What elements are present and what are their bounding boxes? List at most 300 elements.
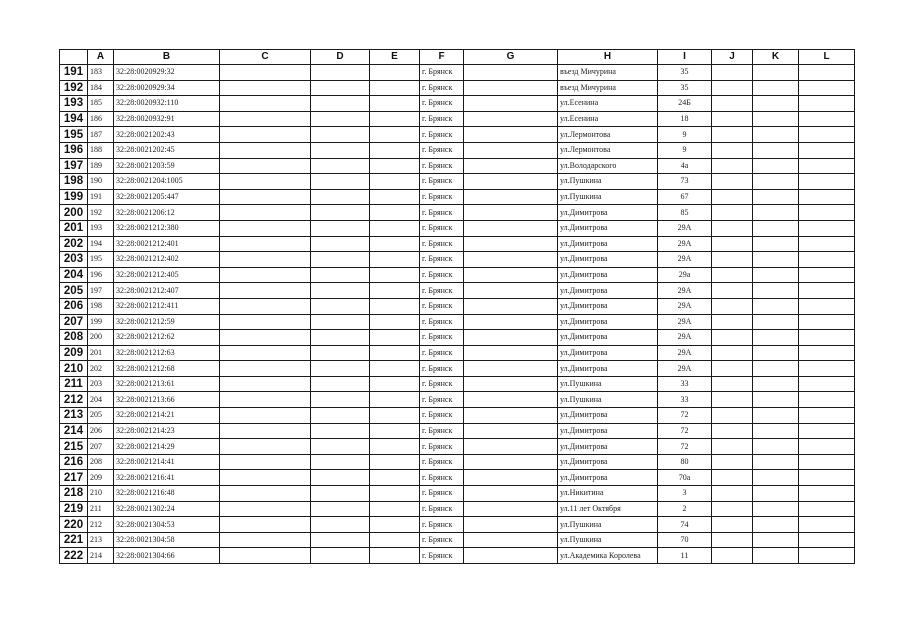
row-number[interactable]: 198 [60,174,88,190]
cell-g[interactable] [464,80,558,96]
cell-c[interactable] [220,314,311,330]
cell-l[interactable] [799,142,855,158]
cell-g[interactable] [464,439,558,455]
cell-j[interactable] [712,345,753,361]
cell-h[interactable]: ул.Димитрова [558,439,658,455]
cell-b[interactable]: 32:28:0021213:66 [114,392,220,408]
cell-d[interactable] [311,298,370,314]
cell-l[interactable] [799,111,855,127]
cell-d[interactable] [311,252,370,268]
cell-i[interactable]: 29а [658,267,712,283]
cell-a[interactable]: 195 [88,252,114,268]
cell-e[interactable] [370,345,420,361]
cell-f[interactable]: г. Брянск [420,376,464,392]
cell-b[interactable]: 32:28:0021212:380 [114,220,220,236]
cell-b[interactable]: 32:28:0021212:68 [114,361,220,377]
cell-e[interactable] [370,361,420,377]
cell-b[interactable]: 32:28:0021216:41 [114,470,220,486]
cell-b[interactable]: 32:28:0021214:21 [114,408,220,424]
cell-l[interactable] [799,517,855,533]
cell-d[interactable] [311,174,370,190]
cell-e[interactable] [370,532,420,548]
cell-d[interactable] [311,127,370,143]
cell-c[interactable] [220,158,311,174]
cell-c[interactable] [220,423,311,439]
cell-c[interactable] [220,252,311,268]
cell-e[interactable] [370,376,420,392]
cell-k[interactable] [753,392,799,408]
cell-h[interactable]: ул.Димитрова [558,267,658,283]
cell-a[interactable]: 203 [88,376,114,392]
cell-a[interactable]: 202 [88,361,114,377]
corner-cell[interactable] [60,50,88,65]
cell-h[interactable]: ул.Володарского [558,158,658,174]
cell-j[interactable] [712,65,753,81]
cell-j[interactable] [712,142,753,158]
cell-a[interactable]: 210 [88,486,114,502]
cell-k[interactable] [753,408,799,424]
cell-l[interactable] [799,205,855,221]
cell-e[interactable] [370,408,420,424]
cell-k[interactable] [753,439,799,455]
cell-g[interactable] [464,501,558,517]
column-header-c[interactable]: C [220,50,311,65]
cell-h[interactable]: ул.Лермонтова [558,127,658,143]
row-number[interactable]: 192 [60,80,88,96]
cell-e[interactable] [370,298,420,314]
cell-h[interactable]: ул.Димитрова [558,330,658,346]
cell-h[interactable]: ул.Пушкина [558,532,658,548]
cell-k[interactable] [753,423,799,439]
cell-f[interactable]: г. Брянск [420,423,464,439]
cell-f[interactable]: г. Брянск [420,65,464,81]
cell-g[interactable] [464,470,558,486]
row-number[interactable]: 211 [60,376,88,392]
cell-b[interactable]: 32:28:0021213:61 [114,376,220,392]
cell-i[interactable]: 29А [658,361,712,377]
cell-k[interactable] [753,486,799,502]
row-number[interactable]: 221 [60,532,88,548]
cell-e[interactable] [370,158,420,174]
cell-a[interactable]: 213 [88,532,114,548]
cell-b[interactable]: 32:28:0021212:59 [114,314,220,330]
cell-i[interactable]: 24Б [658,96,712,112]
cell-k[interactable] [753,345,799,361]
cell-f[interactable]: г. Брянск [420,80,464,96]
cell-c[interactable] [220,486,311,502]
cell-a[interactable]: 190 [88,174,114,190]
cell-i[interactable]: 85 [658,205,712,221]
cell-i[interactable]: 72 [658,408,712,424]
cell-e[interactable] [370,142,420,158]
cell-e[interactable] [370,392,420,408]
cell-l[interactable] [799,174,855,190]
cell-f[interactable]: г. Брянск [420,142,464,158]
cell-a[interactable]: 189 [88,158,114,174]
cell-b[interactable]: 32:28:0021203:59 [114,158,220,174]
column-header-d[interactable]: D [311,50,370,65]
cell-j[interactable] [712,439,753,455]
cell-e[interactable] [370,205,420,221]
cell-f[interactable]: г. Брянск [420,408,464,424]
cell-h[interactable]: ул.11 лет Октября [558,501,658,517]
cell-l[interactable] [799,283,855,299]
row-number[interactable]: 209 [60,345,88,361]
cell-f[interactable]: г. Брянск [420,470,464,486]
cell-b[interactable]: 32:28:0021204:1005 [114,174,220,190]
cell-j[interactable] [712,314,753,330]
column-header-i[interactable]: I [658,50,712,65]
cell-j[interactable] [712,174,753,190]
cell-f[interactable]: г. Брянск [420,345,464,361]
cell-c[interactable] [220,80,311,96]
cell-k[interactable] [753,158,799,174]
cell-g[interactable] [464,517,558,533]
cell-f[interactable]: г. Брянск [420,392,464,408]
cell-b[interactable]: 32:28:0021206:12 [114,205,220,221]
cell-e[interactable] [370,220,420,236]
cell-d[interactable] [311,501,370,517]
cell-k[interactable] [753,252,799,268]
cell-e[interactable] [370,439,420,455]
cell-g[interactable] [464,267,558,283]
cell-c[interactable] [220,298,311,314]
cell-c[interactable] [220,470,311,486]
cell-c[interactable] [220,65,311,81]
cell-i[interactable]: 74 [658,517,712,533]
cell-j[interactable] [712,470,753,486]
cell-i[interactable]: 72 [658,423,712,439]
cell-c[interactable] [220,142,311,158]
cell-g[interactable] [464,314,558,330]
cell-l[interactable] [799,236,855,252]
cell-b[interactable]: 32:28:0021214:23 [114,423,220,439]
cell-b[interactable]: 32:28:0021212:405 [114,267,220,283]
cell-h[interactable]: ул.Никитина [558,486,658,502]
row-number[interactable]: 205 [60,283,88,299]
cell-k[interactable] [753,111,799,127]
cell-g[interactable] [464,298,558,314]
row-number[interactable]: 214 [60,423,88,439]
column-header-f[interactable]: F [420,50,464,65]
cell-j[interactable] [712,423,753,439]
cell-j[interactable] [712,486,753,502]
cell-e[interactable] [370,189,420,205]
cell-k[interactable] [753,454,799,470]
cell-i[interactable]: 33 [658,392,712,408]
cell-h[interactable]: ул.Димитрова [558,236,658,252]
cell-d[interactable] [311,314,370,330]
cell-b[interactable]: 32:28:0021216:48 [114,486,220,502]
cell-f[interactable]: г. Брянск [420,127,464,143]
cell-d[interactable] [311,486,370,502]
cell-g[interactable] [464,486,558,502]
cell-j[interactable] [712,80,753,96]
cell-b[interactable]: 32:28:0020932:110 [114,96,220,112]
cell-g[interactable] [464,174,558,190]
cell-b[interactable]: 32:28:0021202:45 [114,142,220,158]
cell-g[interactable] [464,408,558,424]
cell-a[interactable]: 183 [88,65,114,81]
cell-d[interactable] [311,345,370,361]
row-number[interactable]: 199 [60,189,88,205]
cell-i[interactable]: 3 [658,486,712,502]
cell-a[interactable]: 191 [88,189,114,205]
cell-d[interactable] [311,423,370,439]
row-number[interactable]: 196 [60,142,88,158]
cell-f[interactable]: г. Брянск [420,96,464,112]
cell-a[interactable]: 207 [88,439,114,455]
cell-c[interactable] [220,408,311,424]
cell-i[interactable]: 67 [658,189,712,205]
cell-i[interactable]: 70а [658,470,712,486]
cell-h[interactable]: ул.Пушкина [558,517,658,533]
cell-g[interactable] [464,283,558,299]
cell-k[interactable] [753,314,799,330]
cell-d[interactable] [311,454,370,470]
cell-c[interactable] [220,330,311,346]
row-number[interactable]: 220 [60,517,88,533]
cell-a[interactable]: 193 [88,220,114,236]
cell-g[interactable] [464,361,558,377]
cell-e[interactable] [370,314,420,330]
cell-c[interactable] [220,174,311,190]
cell-k[interactable] [753,236,799,252]
cell-g[interactable] [464,454,558,470]
cell-l[interactable] [799,127,855,143]
cell-g[interactable] [464,142,558,158]
cell-a[interactable]: 184 [88,80,114,96]
cell-d[interactable] [311,330,370,346]
cell-h[interactable]: ул.Димитрова [558,408,658,424]
row-number[interactable]: 222 [60,548,88,564]
cell-g[interactable] [464,548,558,564]
cell-a[interactable]: 196 [88,267,114,283]
cell-d[interactable] [311,283,370,299]
cell-f[interactable]: г. Брянск [420,548,464,564]
cell-e[interactable] [370,548,420,564]
cell-i[interactable]: 11 [658,548,712,564]
cell-k[interactable] [753,532,799,548]
cell-i[interactable]: 35 [658,80,712,96]
cell-f[interactable]: г. Брянск [420,454,464,470]
cell-a[interactable]: 205 [88,408,114,424]
cell-c[interactable] [220,548,311,564]
cell-h[interactable]: ул.Пушкина [558,189,658,205]
cell-b[interactable]: 32:28:0020932:91 [114,111,220,127]
cell-j[interactable] [712,532,753,548]
cell-l[interactable] [799,314,855,330]
cell-c[interactable] [220,392,311,408]
cell-e[interactable] [370,454,420,470]
cell-f[interactable]: г. Брянск [420,501,464,517]
cell-f[interactable]: г. Брянск [420,205,464,221]
cell-i[interactable]: 9 [658,142,712,158]
row-number[interactable]: 193 [60,96,88,112]
cell-c[interactable] [220,205,311,221]
cell-j[interactable] [712,501,753,517]
cell-j[interactable] [712,236,753,252]
row-number[interactable]: 216 [60,454,88,470]
cell-j[interactable] [712,408,753,424]
cell-j[interactable] [712,548,753,564]
cell-l[interactable] [799,454,855,470]
row-number[interactable]: 215 [60,439,88,455]
cell-l[interactable] [799,501,855,517]
cell-e[interactable] [370,330,420,346]
cell-e[interactable] [370,80,420,96]
row-number[interactable]: 212 [60,392,88,408]
cell-i[interactable]: 29А [658,345,712,361]
cell-g[interactable] [464,236,558,252]
cell-b[interactable]: 32:28:0020929:34 [114,80,220,96]
cell-g[interactable] [464,392,558,408]
column-header-h[interactable]: H [558,50,658,65]
cell-e[interactable] [370,501,420,517]
cell-l[interactable] [799,486,855,502]
cell-g[interactable] [464,189,558,205]
cell-f[interactable]: г. Брянск [420,252,464,268]
row-number[interactable]: 219 [60,501,88,517]
cell-h[interactable]: ул.Димитрова [558,220,658,236]
cell-f[interactable]: г. Брянск [420,330,464,346]
cell-i[interactable]: 29А [658,330,712,346]
cell-k[interactable] [753,517,799,533]
cell-l[interactable] [799,532,855,548]
cell-c[interactable] [220,189,311,205]
cell-j[interactable] [712,298,753,314]
cell-l[interactable] [799,470,855,486]
cell-d[interactable] [311,236,370,252]
cell-d[interactable] [311,158,370,174]
cell-h[interactable]: ул.Димитрова [558,283,658,299]
cell-d[interactable] [311,142,370,158]
cell-k[interactable] [753,376,799,392]
cell-c[interactable] [220,454,311,470]
cell-d[interactable] [311,517,370,533]
cell-k[interactable] [753,96,799,112]
cell-k[interactable] [753,298,799,314]
cell-l[interactable] [799,65,855,81]
row-number[interactable]: 195 [60,127,88,143]
cell-d[interactable] [311,220,370,236]
cell-g[interactable] [464,65,558,81]
cell-a[interactable]: 209 [88,470,114,486]
cell-j[interactable] [712,111,753,127]
cell-k[interactable] [753,65,799,81]
cell-c[interactable] [220,283,311,299]
cell-h[interactable]: ул.Пушкина [558,392,658,408]
cell-h[interactable]: ул.Димитрова [558,205,658,221]
cell-j[interactable] [712,127,753,143]
cell-i[interactable]: 72 [658,439,712,455]
cell-h[interactable]: ул.Есенина [558,96,658,112]
cell-j[interactable] [712,392,753,408]
cell-g[interactable] [464,111,558,127]
column-header-j[interactable]: J [712,50,753,65]
cell-d[interactable] [311,408,370,424]
cell-l[interactable] [799,376,855,392]
cell-d[interactable] [311,376,370,392]
cell-l[interactable] [799,80,855,96]
cell-h[interactable]: ул.Димитрова [558,314,658,330]
cell-l[interactable] [799,298,855,314]
cell-k[interactable] [753,283,799,299]
cell-h[interactable]: ул.Димитрова [558,454,658,470]
cell-e[interactable] [370,470,420,486]
cell-a[interactable]: 204 [88,392,114,408]
cell-l[interactable] [799,189,855,205]
cell-i[interactable]: 29А [658,283,712,299]
cell-f[interactable]: г. Брянск [420,532,464,548]
cell-f[interactable]: г. Брянск [420,298,464,314]
cell-f[interactable]: г. Брянск [420,111,464,127]
cell-a[interactable]: 208 [88,454,114,470]
row-number[interactable]: 203 [60,252,88,268]
cell-k[interactable] [753,127,799,143]
cell-i[interactable]: 29А [658,314,712,330]
row-number[interactable]: 213 [60,408,88,424]
cell-e[interactable] [370,111,420,127]
cell-c[interactable] [220,267,311,283]
cell-g[interactable] [464,345,558,361]
row-number[interactable]: 204 [60,267,88,283]
cell-j[interactable] [712,361,753,377]
cell-f[interactable]: г. Брянск [420,517,464,533]
cell-a[interactable]: 185 [88,96,114,112]
cell-k[interactable] [753,361,799,377]
cell-h[interactable]: ул.Димитрова [558,361,658,377]
cell-l[interactable] [799,548,855,564]
cell-k[interactable] [753,330,799,346]
cell-a[interactable]: 200 [88,330,114,346]
cell-b[interactable]: 32:28:0021304:66 [114,548,220,564]
cell-f[interactable]: г. Брянск [420,220,464,236]
cell-g[interactable] [464,205,558,221]
row-number[interactable]: 208 [60,330,88,346]
cell-c[interactable] [220,111,311,127]
cell-d[interactable] [311,205,370,221]
column-header-e[interactable]: E [370,50,420,65]
cell-j[interactable] [712,205,753,221]
cell-b[interactable]: 32:28:0021205:447 [114,189,220,205]
cell-h[interactable]: ул.Димитрова [558,423,658,439]
cell-j[interactable] [712,376,753,392]
cell-c[interactable] [220,345,311,361]
cell-c[interactable] [220,236,311,252]
cell-j[interactable] [712,158,753,174]
cell-k[interactable] [753,174,799,190]
cell-d[interactable] [311,96,370,112]
cell-j[interactable] [712,252,753,268]
cell-j[interactable] [712,96,753,112]
cell-l[interactable] [799,392,855,408]
row-number[interactable]: 206 [60,298,88,314]
cell-a[interactable]: 211 [88,501,114,517]
cell-k[interactable] [753,205,799,221]
cell-e[interactable] [370,283,420,299]
cell-j[interactable] [712,267,753,283]
cell-i[interactable]: 29А [658,252,712,268]
cell-e[interactable] [370,252,420,268]
cell-i[interactable]: 29А [658,236,712,252]
cell-i[interactable]: 29А [658,220,712,236]
cell-i[interactable]: 18 [658,111,712,127]
cell-f[interactable]: г. Брянск [420,267,464,283]
cell-c[interactable] [220,517,311,533]
cell-a[interactable]: 192 [88,205,114,221]
cell-h[interactable]: ул.Пушкина [558,174,658,190]
